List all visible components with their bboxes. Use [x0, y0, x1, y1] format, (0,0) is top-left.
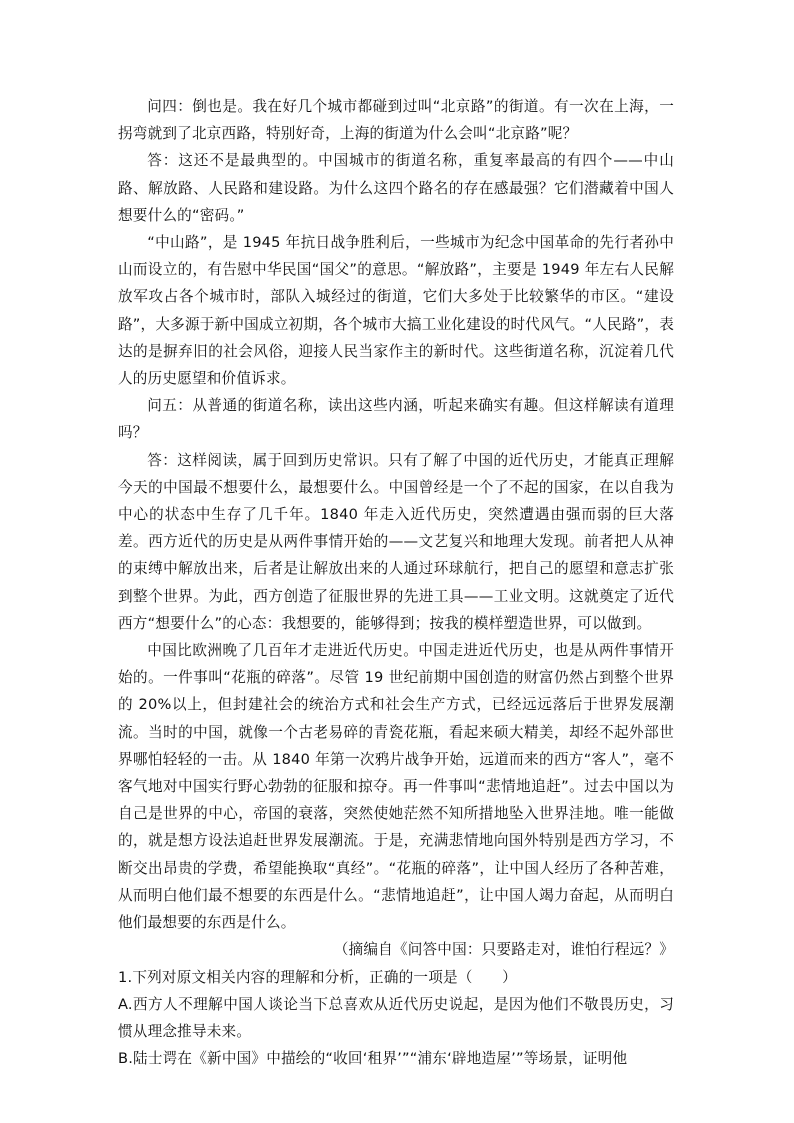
- question-4-paragraph: 问四：倒也是。我在好几个城市都碰到过叫“北京路”的街道。有一次在上海，一拐弯就到了北京西路，特别好奇，上海的街道为什么会叫“北京路”呢？: [118, 98, 674, 143]
- option-a: A.西方人不理解中国人谈论当下总喜欢从近代历史说起，是因为他们不敬畏历史，习惯从理念推导未来。: [118, 995, 674, 1040]
- article-body: [118, 93, 674, 1072]
- answer-4-paragraph: 答：这还不是最典型的。中国城市的街道名称，重复率最高的有四个——中山路、解放路、人民路和建设路。为什么这四个路名的存在感最强？它们潜藏着中国人想要什么的“密码。”: [118, 152, 674, 224]
- question-1-stem: 1.下列对原文相关内容的理解和分析，正确的一项是（ ）: [118, 968, 517, 986]
- answer-5-paragraph: 答：这样阅读，属于回到历史常识。只有了解了中国的近代历史，才能真正理解今天的中国最不想要什么，最想要什么。中国曾经是一个了不起的国家，在以自我为中心的状态中生存了几千年。1840 年走入近代历史，突然遭遇由强而弱的巨大落差。西方近代的历史是从两件事情开始的——文艺复兴和地理大发现。前者把人从神的束缚中解放出来，后者是让解放出来的人通过环球航行，把自己的愿望和意志扩张到整个世界。为此，西方创造了征服世界的先进工具——工业文明。这就奠定了近代西方“想要什么”的心态：我想要的，能够得到；按我的模样塑造世界，可以做到。: [118, 451, 674, 632]
- source-citation: （摘编自《问答中国：只要路走对，谁怕行程远？》: [333, 941, 674, 959]
- option-b: B.陆士谔在《新中国》中描绘的“收回‘租界’”“浦东‘辟地造屋’”等场景，证明他: [118, 1050, 628, 1068]
- question-5-paragraph: 问五：从普通的街道名称，读出这些内涵，听起来确实有趣。但这样解读有道理吗？: [118, 397, 674, 442]
- street-names-paragraph: “中山路”，是 1945 年抗日战争胜利后，一些城市为纪念中国革命的先行者孙中山而设立的，有告慰中华民国“国父”的意思。“解放路”，主要是 1949 年左右人民解放军攻占各个城市时，部队入城经过的街道，它们大多处于比较繁华的市区。“建设路”，大多源于新中国成立初期，各个城市大搞工业化建设的时代风气。“人民路”，表达的是摒弃旧的社会风俗，迎接人民当家作主的新时代。这些街道名称，沉淀着几代人的历史愿望和价值诉求。: [118, 234, 674, 388]
- china-history-paragraph: 中国比欧洲晚了几百年才走进近代历史。中国走进近代历史，也是从两件事情开始的。一件事叫“花瓶的碎落”。尽管 19 世纪前期中国创造的财富仍然占到整个世界的 20%以上，但封建社会的统治方式和社会生产方式，已经远远落后于世界发展潮流。当时的中国，就像一个古老易碎的青瓷花瓶，看起来硕大精美，却经不起外部世界哪怕轻轻的一击。从 1840 年第一次鸦片战争开始，远道而来的西方“客人”，毫不客气地对中国实行野心勃勃的征服和掠夺。再一件事叫“悲情地追赶”。过去中国以为自己是世界的中心，帝国的衰落，突然使她茫然不知所措地坠入世界洼地。唯一能做的，就是想方设法追赶世界发展潮流。于是，充满悲情地向国外特别是西方学习，不断交出昂贵的学费，希望能换取“真经”。“花瓶的碎落”，让中国人经历了各种苦难，从而明白他们最不想要的东西是什么。“悲情地追赶”，让中国人竭力奋起，从而明白他们最想要的东西是什么。: [118, 642, 674, 932]
